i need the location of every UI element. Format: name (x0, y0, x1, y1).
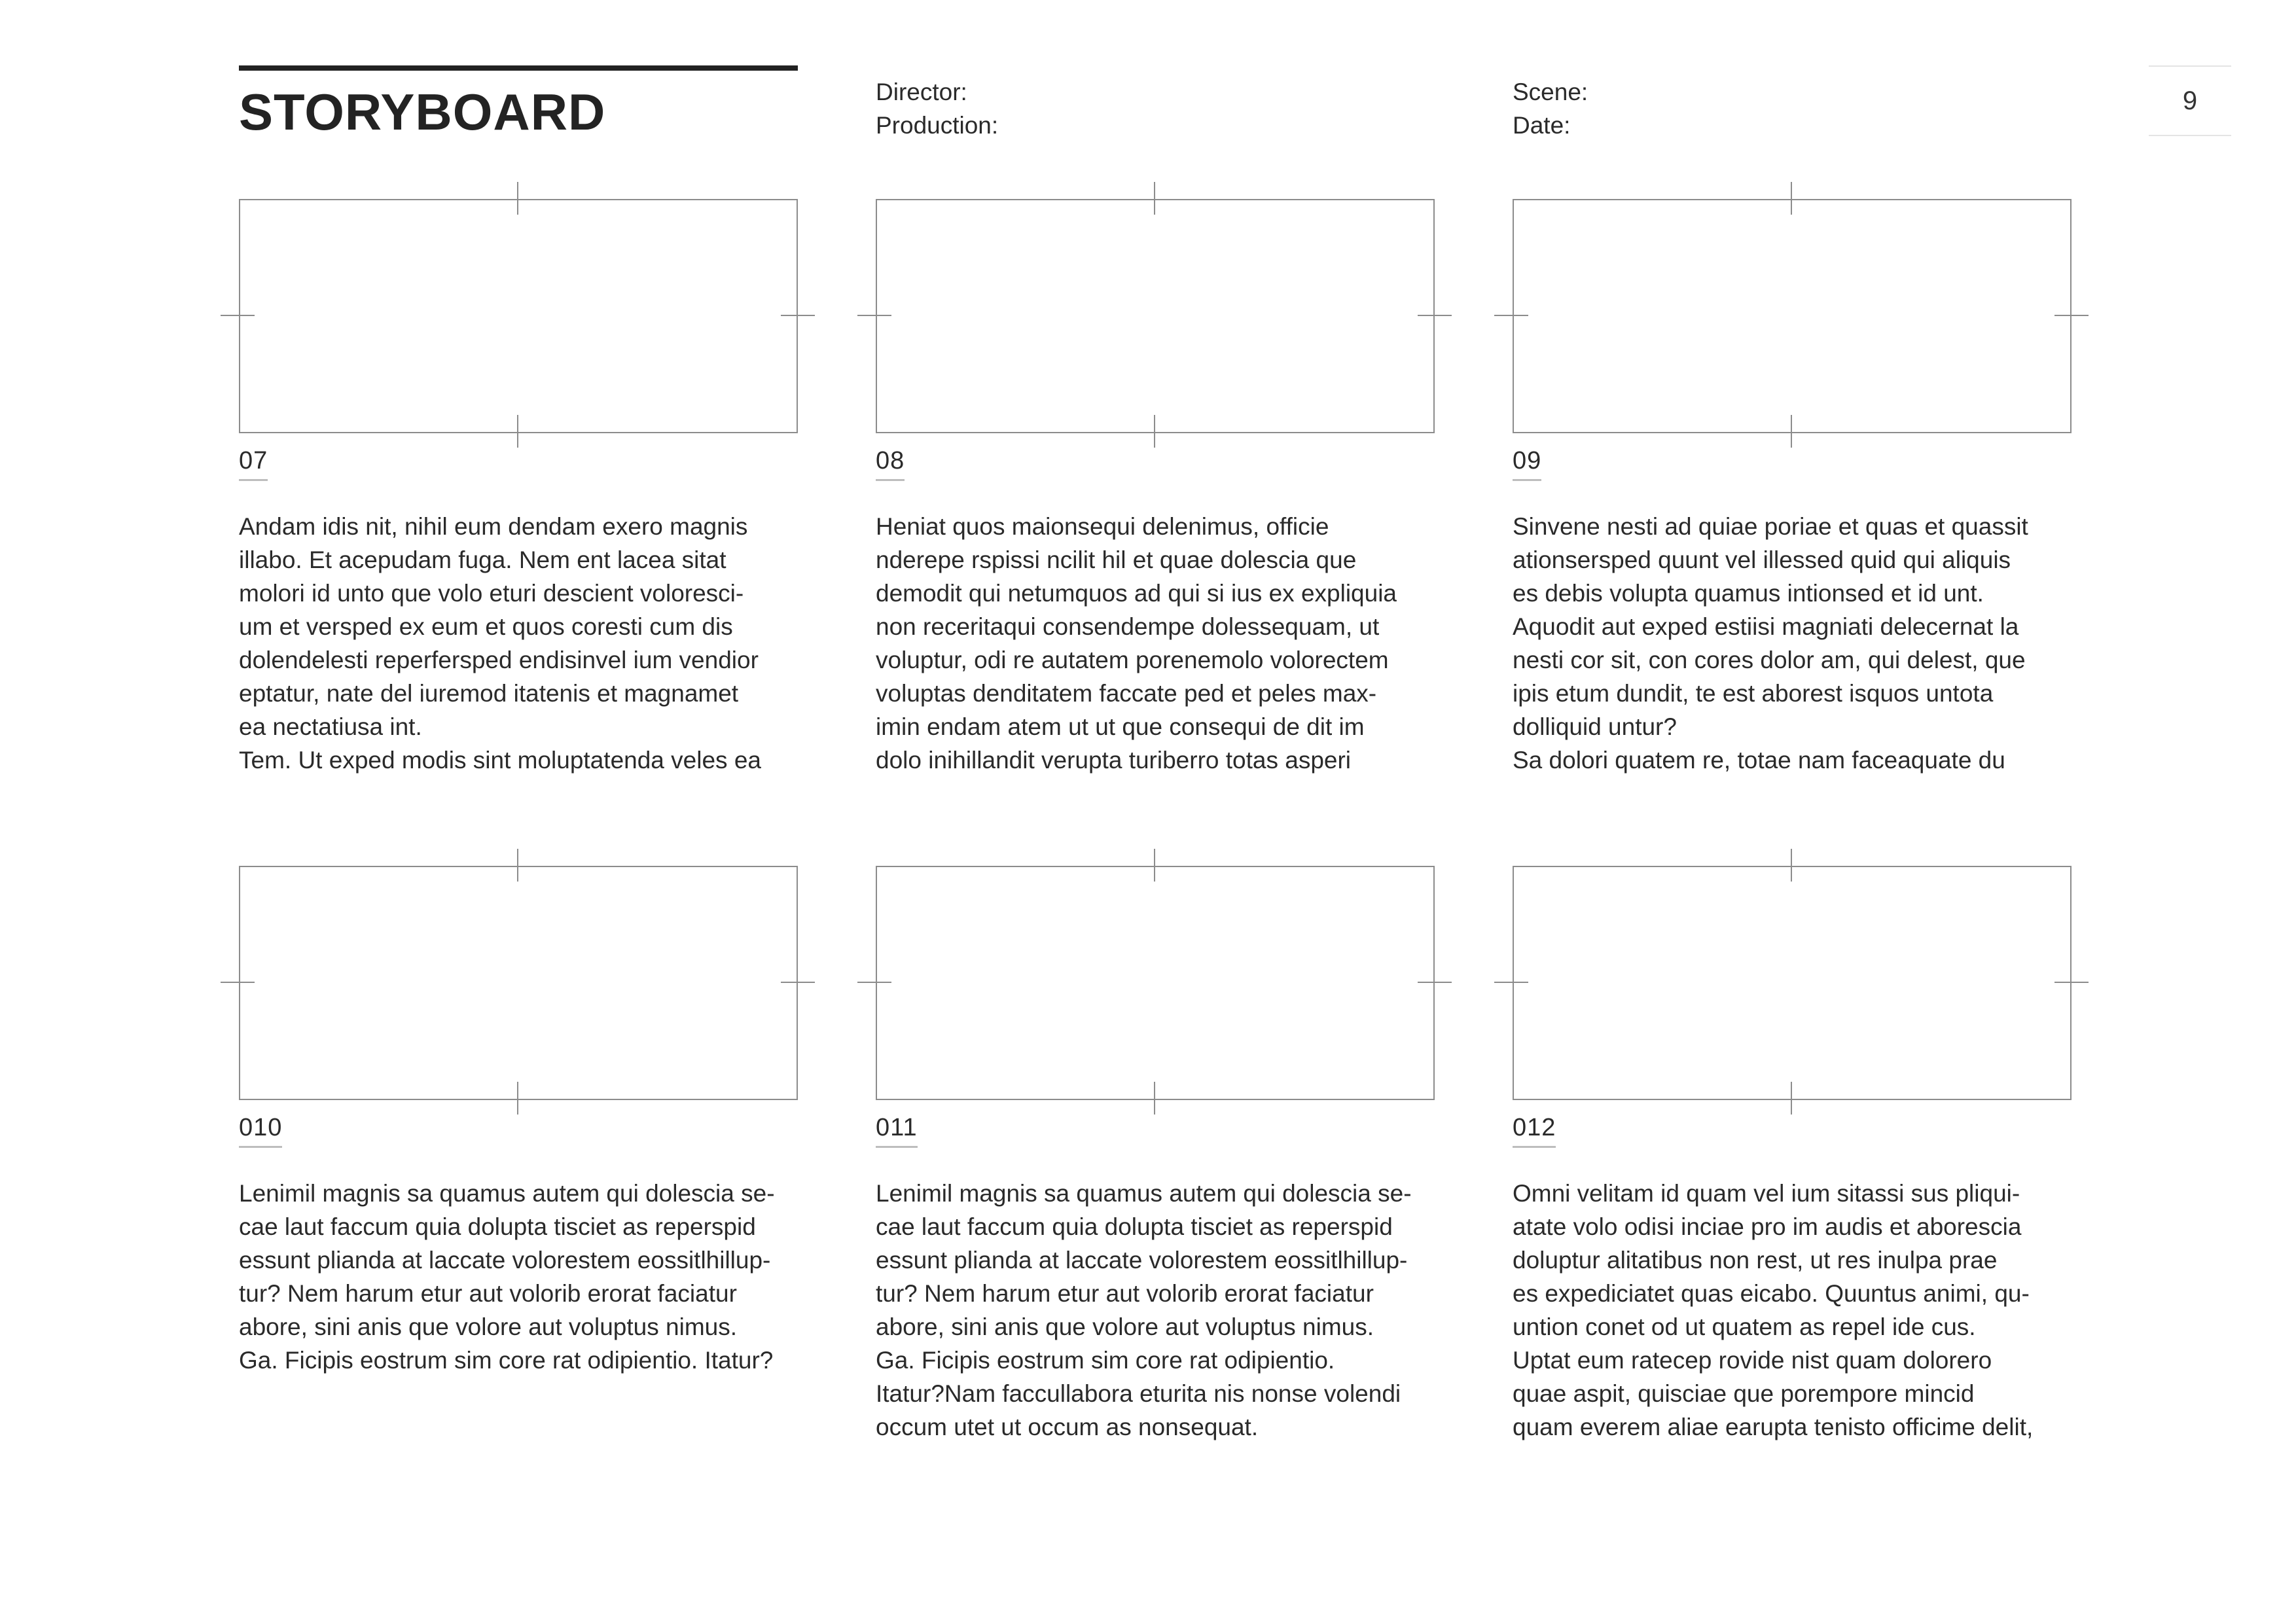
crop-mark-bottom (1154, 415, 1155, 448)
frame-box (239, 199, 798, 433)
panel-number: 09 (1513, 448, 1541, 481)
text-line: tur? Nem harum etur aut volorib erorat faciatur (239, 1280, 737, 1307)
text-line: Omni velitam id quam vel ium sitassi sus pliqui- (1513, 1180, 2020, 1207)
text-line: quae aspit, quisciae que porempore mincid (1513, 1380, 1975, 1407)
panel-number: 07 (239, 448, 268, 481)
text-line: occum utet ut occum as nonsequat. (876, 1414, 1259, 1440)
panel-description (876, 1177, 1439, 1444)
crop-mark-bottom (1791, 1082, 1792, 1115)
text-line: essunt plianda at laccate volorestem eossitlhillup- (239, 1247, 771, 1274)
crop-mark-left (857, 982, 891, 983)
text-line: imin endam atem ut ut que consequi de dit im (876, 713, 1365, 740)
text-line: dolo inihillandit verupta turiberro totas asperi (876, 747, 1352, 774)
text-line: Andam idis nit, nihil eum dendam exero magnis (239, 513, 748, 540)
panel-description (239, 1177, 802, 1377)
text-line: ea nectatiusa int. (239, 713, 422, 740)
director-label: Director: (876, 79, 967, 105)
meta-scene-date (1513, 75, 1588, 142)
text-line: es debis volupta quamus intionsed et id unt. (1513, 580, 1984, 607)
crop-mark-right (2054, 982, 2089, 983)
text-line: um et versped ex eum et quos coresti cum dis (239, 613, 733, 640)
panel-description (1513, 510, 2075, 777)
panel-description (239, 510, 802, 777)
text-line: Ga. Ficipis eostrum sim core rat odipientio. Itatur? (239, 1347, 774, 1374)
text-line: Tem. Ut exped modis sint moluptatenda veles ea (239, 747, 761, 774)
meta-director-production (876, 75, 998, 142)
text-line: Sa dolori quatem re, totae nam faceaquate du (1513, 747, 2005, 774)
page-number-value: 9 (2182, 86, 2198, 115)
text-line: Lenimil magnis sa quamus autem qui dolescia se- (876, 1180, 1412, 1207)
text-line: voluptas denditatem faccate ped et peles max- (876, 680, 1377, 707)
text-line: Itatur?Nam faccullabora eturita nis nonse volendi (876, 1380, 1401, 1407)
production-label: Production: (876, 112, 999, 139)
panel-number: 010 (239, 1115, 282, 1148)
panel-description (876, 510, 1439, 777)
crop-mark-right (1418, 315, 1452, 316)
text-line: es expediciatet quas eicabo. Quuntus animi, qu- (1513, 1280, 2030, 1307)
text-line: abore, sini anis que volore aut voluptus nimus. (876, 1313, 1374, 1340)
crop-mark-top (1791, 849, 1792, 882)
panel-number: 011 (876, 1115, 918, 1148)
text-line: Uptat eum ratecep rovide nist quam dolorero (1513, 1347, 1992, 1374)
frame-box (1513, 866, 2072, 1100)
crop-mark-bottom (1791, 415, 1792, 448)
text-line: cae laut faccum quia dolupta tisciet as reperspid (876, 1213, 1393, 1240)
crop-mark-bottom (517, 1082, 518, 1115)
text-line: non receritaqui consendempe dolessequam, ut (876, 613, 1380, 640)
crop-mark-top (1791, 182, 1792, 215)
crop-mark-top (517, 849, 518, 882)
title-rule (239, 65, 798, 71)
text-line: tur? Nem harum etur aut volorib erorat faciatur (876, 1280, 1374, 1307)
text-line: Aquodit aut exped estiisi magniati delecernat la (1513, 613, 2019, 640)
crop-mark-right (781, 315, 815, 316)
text-line: ationsersped quunt vel illessed quid qui aliquis (1513, 546, 2011, 573)
page-number (2149, 65, 2231, 136)
crop-mark-left (1494, 982, 1528, 983)
frame-box (1513, 199, 2072, 433)
crop-mark-right (2054, 315, 2089, 316)
crop-mark-right (781, 982, 815, 983)
text-line: atate volo odisi inciae pro im audis et aborescia (1513, 1213, 2022, 1240)
crop-mark-left (221, 315, 255, 316)
text-line: molori id unto que volo eturi descient voloresci- (239, 580, 744, 607)
text-line: nderepe rspissi ncilit hil et quae dolescia que (876, 546, 1357, 573)
text-line: demodit qui netumquos ad qui si ius ex expliquia (876, 580, 1397, 607)
text-line: dolendelesti reperfersped endisinvel ium vendior (239, 647, 759, 673)
crop-mark-top (517, 182, 518, 215)
text-line: cae laut faccum quia dolupta tisciet as reperspid (239, 1213, 756, 1240)
panel-number: 08 (876, 448, 905, 481)
crop-mark-bottom (517, 415, 518, 448)
crop-mark-bottom (1154, 1082, 1155, 1115)
panel-description (1513, 1177, 2075, 1444)
text-line: illabo. Et acepudam fuga. Nem ent lacea sitat (239, 546, 726, 573)
crop-mark-right (1418, 982, 1452, 983)
text-line: ipis etum dundit, te est aborest isquos untota (1513, 680, 1994, 707)
text-line: abore, sini anis que volore aut voluptus nimus. (239, 1313, 737, 1340)
text-line: dolliquid untur? (1513, 713, 1677, 740)
frame-box (239, 866, 798, 1100)
text-line: quam everem aliae earupta tenisto officime delit, (1513, 1414, 2034, 1440)
date-label: Date: (1513, 112, 1571, 139)
frame-box (876, 866, 1435, 1100)
text-line: Sinvene nesti ad quiae poriae et quas et quassit (1513, 513, 2028, 540)
crop-mark-top (1154, 182, 1155, 215)
text-line: Heniat quos maionsequi delenimus, officie (876, 513, 1329, 540)
crop-mark-left (221, 982, 255, 983)
text-line: voluptur, odi re autatem porenemolo volorectem (876, 647, 1389, 673)
text-line: nesti cor sit, con cores dolor am, qui delest, que (1513, 647, 2026, 673)
text-line: doluptur alitatibus non rest, ut res inulpa prae (1513, 1247, 1998, 1274)
crop-mark-left (857, 315, 891, 316)
scene-label: Scene: (1513, 79, 1588, 105)
text-line: eptatur, nate del iuremod itatenis et magnamet (239, 680, 739, 707)
crop-mark-left (1494, 315, 1528, 316)
text-line: Ga. Ficipis eostrum sim core rat odipientio. (876, 1347, 1335, 1374)
frame-box (876, 199, 1435, 433)
panel-number: 012 (1513, 1115, 1556, 1148)
text-line: untion conet od ut quatem as repel ide cus. (1513, 1313, 1976, 1340)
crop-mark-top (1154, 849, 1155, 882)
page-title: STORYBOARD (239, 83, 606, 141)
text-line: Lenimil magnis sa quamus autem qui dolescia se- (239, 1180, 775, 1207)
text-line: essunt plianda at laccate volorestem eossitlhillup- (876, 1247, 1408, 1274)
